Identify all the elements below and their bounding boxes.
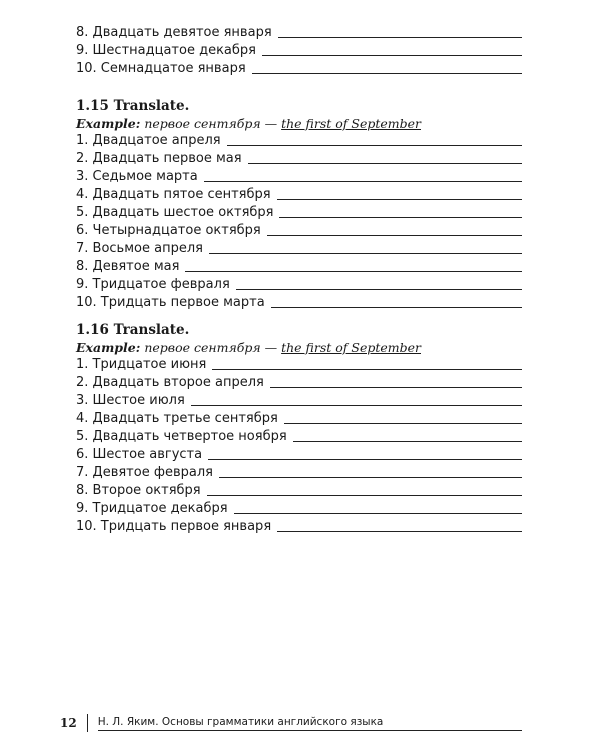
example-label: Example:: [76, 116, 141, 131]
translation-row: [76, 41, 522, 58]
answer-line[interactable]: [279, 216, 522, 218]
translation-row: [76, 131, 522, 148]
answer-line[interactable]: [208, 458, 522, 460]
example-source: первое сентября —: [140, 340, 282, 355]
item-label: 10. Тридцать первое января: [76, 519, 272, 534]
answer-line[interactable]: [212, 368, 522, 370]
section-heading: 1.15 Translate.: [76, 98, 190, 114]
translation-row: [76, 463, 522, 480]
translation-row: [76, 275, 522, 292]
item-label: 10. Тридцать первое марта: [76, 295, 265, 310]
translation-row: [76, 373, 522, 390]
translation-row: [76, 293, 522, 310]
example-answer: the first of September: [281, 340, 421, 355]
example-label: Example:: [76, 340, 141, 355]
example-line: [76, 116, 421, 131]
item-label: 9. Тридцатое декабря: [76, 501, 228, 516]
section-heading: 1.16 Translate.: [76, 322, 190, 338]
translation-row: [76, 203, 522, 220]
answer-line[interactable]: [234, 512, 522, 514]
item-label: 8. Двадцать девятое января: [76, 25, 272, 40]
example-source: первое сентября —: [140, 116, 282, 131]
translation-row: [76, 167, 522, 184]
answer-line[interactable]: [227, 144, 522, 146]
example-line: [76, 340, 421, 355]
item-label: 5. Двадцать шестое октября: [76, 205, 274, 220]
translation-row: [76, 221, 522, 238]
translation-row: [76, 409, 522, 426]
example-answer: the first of September: [281, 116, 421, 131]
translation-row: [76, 239, 522, 256]
answer-line[interactable]: [284, 422, 522, 424]
translation-row: [76, 185, 522, 202]
translation-row: [76, 481, 522, 498]
item-label: 1. Двадцатое апреля: [76, 133, 221, 148]
translation-row: [76, 391, 522, 408]
item-label: 3. Седьмое марта: [76, 169, 198, 184]
book-title: Н. Л. Яким. Основы грамматики английского языка: [98, 716, 522, 731]
answer-line[interactable]: [209, 252, 522, 254]
translation-row: [76, 355, 522, 372]
item-label: 7. Девятое февраля: [76, 465, 213, 480]
answer-line[interactable]: [277, 198, 522, 200]
item-label: 10. Семнадцатое января: [76, 61, 246, 76]
answer-line[interactable]: [271, 306, 522, 308]
item-label: 8. Второе октября: [76, 483, 201, 498]
item-label: 3. Шестое июля: [76, 393, 185, 408]
page-footer: [60, 712, 522, 734]
translation-row: [76, 257, 522, 274]
item-label: 4. Двадцать пятое сентября: [76, 187, 271, 202]
translation-row: [76, 517, 522, 534]
answer-line[interactable]: [185, 270, 522, 272]
answer-line[interactable]: [270, 386, 522, 388]
translation-row: [76, 23, 522, 40]
footer-divider: [87, 714, 88, 732]
answer-line[interactable]: [278, 36, 522, 38]
answer-line[interactable]: [248, 162, 522, 164]
answer-line[interactable]: [236, 288, 522, 290]
item-label: 2. Двадцать второе апреля: [76, 375, 264, 390]
answer-line[interactable]: [252, 72, 522, 74]
translation-row: [76, 59, 522, 76]
answer-line[interactable]: [219, 476, 522, 478]
item-label: 6. Четырнадцатое октября: [76, 223, 261, 238]
answer-line[interactable]: [267, 234, 522, 236]
item-label: 4. Двадцать третье сентября: [76, 411, 278, 426]
item-label: 9. Тридцатое февраля: [76, 277, 230, 292]
answer-line[interactable]: [207, 494, 522, 496]
translation-row: [76, 445, 522, 462]
answer-line[interactable]: [277, 530, 522, 532]
item-label: 7. Восьмое апреля: [76, 241, 203, 256]
answer-line[interactable]: [191, 404, 522, 406]
item-label: 2. Двадцать первое мая: [76, 151, 242, 166]
item-label: 5. Двадцать четвертое ноября: [76, 429, 287, 444]
page-number: 12: [60, 716, 77, 730]
item-label: 8. Девятое мая: [76, 259, 180, 274]
answer-line[interactable]: [293, 440, 522, 442]
item-label: 1. Тридцатое июня: [76, 357, 207, 372]
answer-line[interactable]: [204, 180, 522, 182]
translation-row: [76, 427, 522, 444]
answer-line[interactable]: [262, 54, 522, 56]
translation-row: [76, 499, 522, 516]
item-label: 6. Шестое августа: [76, 447, 203, 462]
translation-row: [76, 149, 522, 166]
item-label: 9. Шестнадцатое декабря: [76, 43, 256, 58]
